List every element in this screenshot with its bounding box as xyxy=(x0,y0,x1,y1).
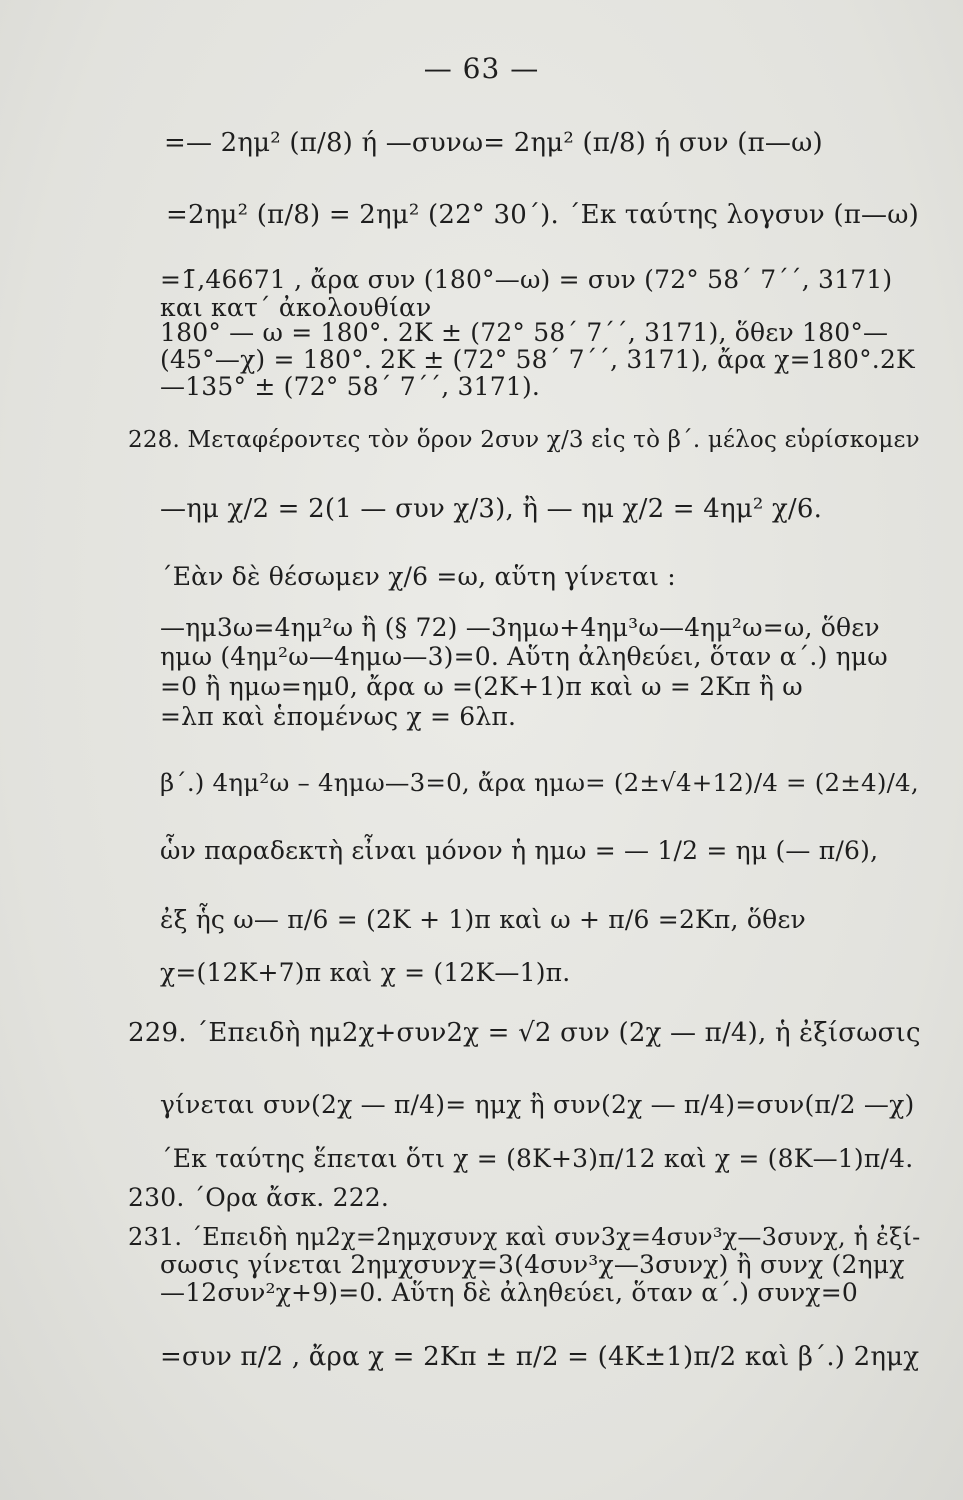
text-line: ἐξ ἧς ω— π/6 = (2Κ + 1)π καὶ ω + π/6 =2Κπ, ὅθεν xyxy=(160,905,806,934)
text-line: —ημ3ω=4ημ²ω ἢ (§ 72) —3ημω+4ημ³ω—4ημ²ω=ω, ὅθεν xyxy=(160,613,880,642)
text-line: (45°—χ) = 180°. 2Κ ± (72° 58΄ 7΄΄, 3171), ἄρα χ=180°.2Κ xyxy=(160,345,915,374)
text-line: =— 2ημ² (π/8) ή —συνω= 2ημ² (π/8) ή συν (π—ω) xyxy=(164,128,823,158)
text-line: και κατ΄ ἀκολουθίαν xyxy=(160,293,432,322)
text-line: β΄.) 4ημ²ω – 4ημω—3=0, ἄρα ημω= (2±√4+12)/4 = (2±4)/4, xyxy=(160,768,919,797)
text-line: =1̄,46671 , ἄρα συν (180°—ω) = συν (72° 58΄ 7΄΄, 3171) xyxy=(160,265,893,294)
page-number: — 63 — xyxy=(423,52,540,85)
exercise-228-heading: 228. Μεταφέροντες τὸν ὅρον 2συν χ/3 εἰς τὸ β΄. μέλος εὑρίσκομεν xyxy=(128,427,920,453)
text-line: =0 ἢ ημω=ημ0, ἄρα ω =(2Κ+1)π καὶ ω = 2Κπ ἢ ω xyxy=(160,672,803,701)
text-line: χ=(12Κ+7)π καὶ χ = (12Κ—1)π. xyxy=(160,958,571,987)
text-line: =συν π/2 , ἄρα χ = 2Κπ ± π/2 = (4Κ±1)π/2 καὶ β΄.) 2ημχ xyxy=(160,1342,920,1372)
text-line: =2ημ² (π/8) = 2ημ² (22° 30΄). ΄Εκ ταύτης λογσυν (π—ω) xyxy=(166,200,919,230)
exercise-231-heading: 231. ΄Επειδὴ ημ2χ=2ημχσυνχ καὶ συν3χ=4συν³χ—3συνχ, ἡ ἐξί- xyxy=(128,1223,921,1251)
text-line: ὧν παραδεκτὴ εἶναι μόνον ἡ ημω = — 1/2 = ημ (— π/6), xyxy=(160,836,879,865)
text-line: —135° ± (72° 58΄ 7΄΄, 3171). xyxy=(160,372,541,401)
text-line: 180° — ω = 180°. 2Κ ± (72° 58΄ 7΄΄, 3171), ὅθεν 180°— xyxy=(160,318,889,347)
text-line: ΄Εὰν δὲ θέσωμεν χ/6 =ω, αὕτη γίνεται : xyxy=(160,562,676,591)
text-line: ημω (4ημ²ω—4ημω—3)=0. Αὕτη ἀληθεύει, ὅταν α΄.) ημω xyxy=(160,642,888,671)
exercise-229-heading: 229. ΄Επειδὴ ημ2χ+συν2χ = √2 συν (2χ — π/4), ἡ ἐξίσωσις xyxy=(128,1018,921,1048)
text-line: γίνεται συν(2χ — π/4)= ημχ ἢ συν(2χ — π/4)=συν(π/2 —χ) xyxy=(160,1090,915,1119)
text-line: —ημ χ/2 = 2(1 — συν χ/3), ἢ — ημ χ/2 = 4ημ² χ/6. xyxy=(160,494,823,524)
text-line: ΄Εκ ταύτης ἕπεται ὅτι χ = (8Κ+3)π/12 καὶ χ = (8Κ—1)π/4. xyxy=(160,1144,914,1173)
text-line: σωσις γίνεται 2ημχσυνχ=3(4συν³χ—3συνχ) ἢ συνχ (2ημχ xyxy=(160,1250,905,1279)
text-line: —12συν²χ+9)=0. Αὕτη δὲ ἀληθεύει, ὅταν α΄.) συνχ=0 xyxy=(160,1278,858,1307)
text-line: =λπ καὶ ἑπομένως χ = 6λπ. xyxy=(160,702,517,731)
exercise-230-heading: 230. ΄Ορα ἄσκ. 222. xyxy=(128,1183,390,1212)
